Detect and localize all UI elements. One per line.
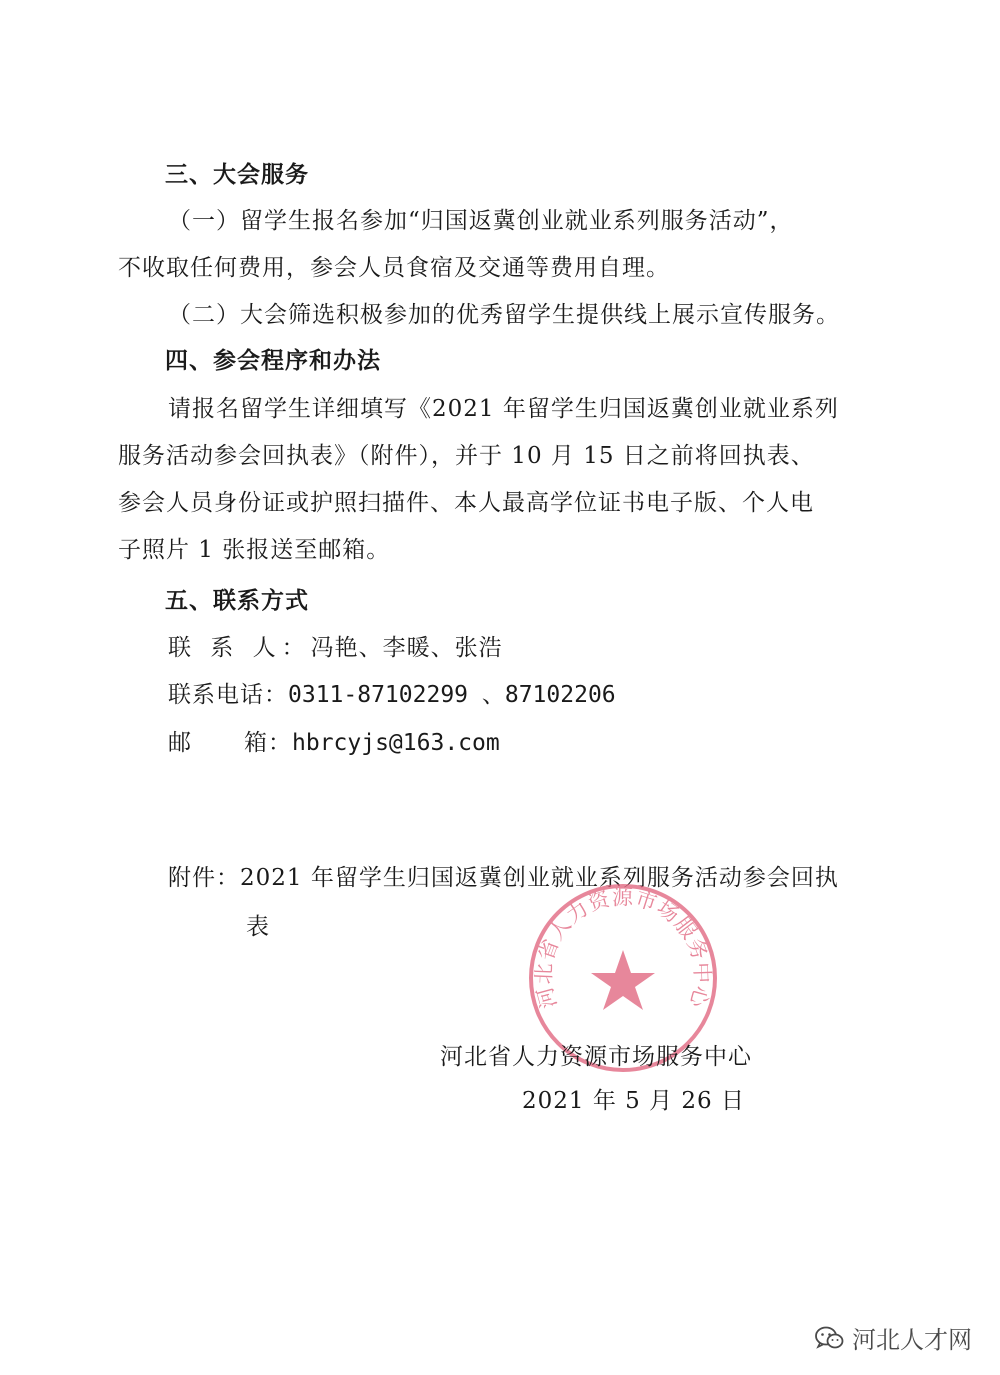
email-row xyxy=(168,728,500,758)
attachment-line: 表 xyxy=(246,914,270,940)
seal-text: 河北省人力资源市场服务中心 xyxy=(531,885,715,1011)
watermark xyxy=(814,1320,972,1355)
wechat-icon xyxy=(814,1325,844,1351)
paragraph-line: 请报名留学生详细填写《2021 年留学生归国返冀创业就业系列 xyxy=(168,396,839,422)
section-heading-4: 四、参会程序和办法 xyxy=(165,348,381,374)
paragraph-line: 不收取任何费用，参会人员食宿及交通等费用自理。 xyxy=(118,255,670,281)
paragraph-line: （二）大会筛选积极参加的优秀留学生提供线上展示宣传服务。 xyxy=(168,302,840,328)
watermark-text: 河北人才网 xyxy=(852,1326,972,1354)
section-heading-3: 三、大会服务 xyxy=(165,162,309,188)
star-icon xyxy=(591,950,655,1010)
email-label-part2: 箱： xyxy=(244,730,292,756)
phone-value: 0311-87102299 、87102206 xyxy=(288,682,616,708)
attachment-line: 附件：2021 年留学生归国返冀创业就业系列服务活动参会回执 xyxy=(168,865,839,891)
contact-label: 联 系 人： xyxy=(168,635,311,661)
signature-org: 河北省人力资源市场服务中心 xyxy=(440,1044,752,1070)
email-value: hbrcyjs@163.com xyxy=(292,730,500,756)
email-label-part1: 邮 xyxy=(168,730,192,756)
paragraph-line: 子照片 1 张报送至邮箱。 xyxy=(118,537,391,563)
section-heading-5: 五、联系方式 xyxy=(165,588,309,614)
paragraph-line xyxy=(168,206,874,236)
contact-value: 冯艳、李暖、张浩 xyxy=(310,635,503,661)
paragraph-line: 服务活动参会回执表》（附件），并于 10 月 15 日之前将回执表、 xyxy=(118,443,815,469)
phone-label: 联系电话： xyxy=(168,682,288,708)
paragraph-line: 参会人员身份证或护照扫描件、本人最高学位证书电子版、个人电 xyxy=(118,490,814,516)
phone-row xyxy=(168,680,616,710)
signature-date: 2021 年 5 月 26 日 xyxy=(522,1088,745,1114)
text-span: （一）留学生报名参加“归国返冀创业就业系列服务活动”， xyxy=(168,208,794,234)
contact-row xyxy=(168,633,503,663)
